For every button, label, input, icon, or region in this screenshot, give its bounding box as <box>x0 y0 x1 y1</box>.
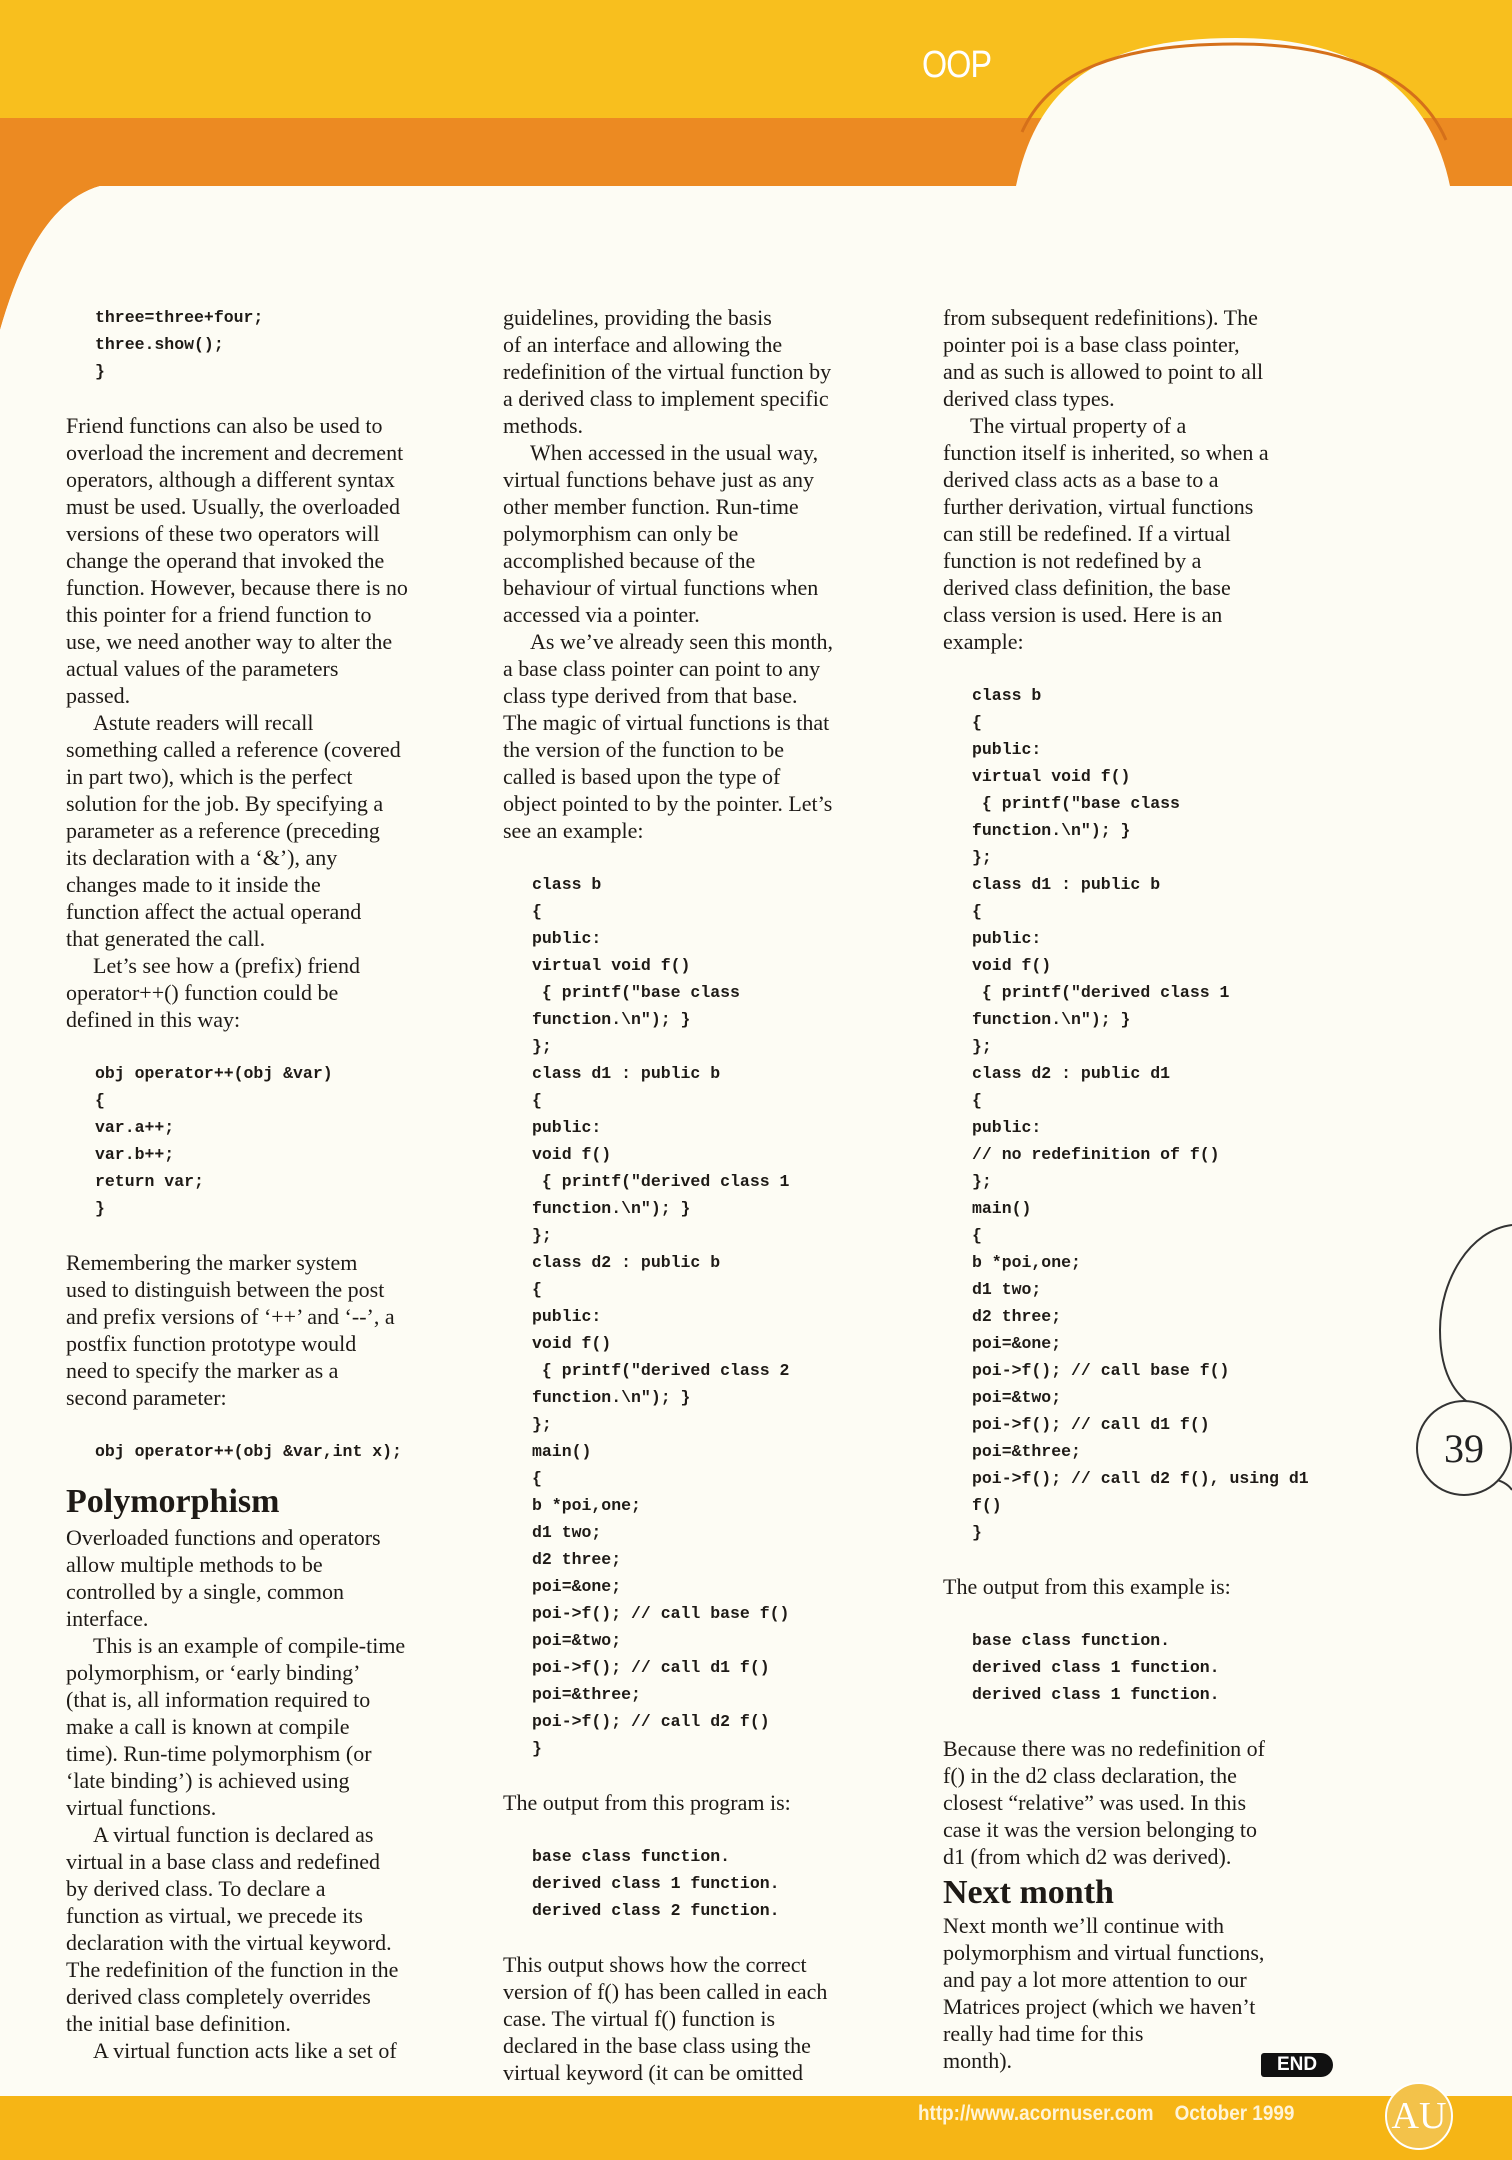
paragraph: The virtual property of a function itself is inherited, so when a derived class acts as a base to a further derivation, virtual functions can still be redefined. If a virtual function is not redefined by a derived class definition, the base class version is used. Here is an example: <box>943 413 1269 654</box>
section-heading: Polymorphism <box>66 1483 280 1520</box>
code-listing: base class function. derived class 1 function. derived class 2 function. <box>532 1847 780 1920</box>
paragraph: Let’s see how a (prefix) friend operator++() function could be defined in this way: <box>66 953 360 1032</box>
paragraph: Overloaded functions and operators allow multiple methods to be controlled by a single, common interface. <box>66 1525 381 1631</box>
code-listing: obj operator++(obj &var) { var.a++; var.b++; return var; } <box>95 1064 333 1218</box>
paragraph: This output shows how the correct version of f() has been called in each case. The virtual f() function is declared in the base class using the virtual keyword (it can be omitted <box>503 1952 828 2085</box>
spacer <box>503 844 923 871</box>
footer-url[interactable]: http://www.acornuser.com <box>918 2102 1154 2125</box>
paragraph: A virtual function is declared as virtual in a base class and redefined by derived class. To declare a function as virtual, we precede its declaration with the virtual keyword. The redefinition of the function in the derived class completely overrides the initial base definition. <box>66 1822 399 2036</box>
paragraph: The output from this example is: <box>943 1574 1231 1599</box>
paragraph: This is an example of compile-time polymorphism, or ‘early binding’ (that is, all information required to make a call is known at compile time). Run-time polymorphism (or ‘late binding’) is achieved using virtual functions. <box>66 1633 406 1820</box>
code-listing: three=three+four; three.show(); } <box>95 308 264 381</box>
paragraph: The output from this program is: <box>503 1790 791 1815</box>
column-1 <box>66 304 486 2064</box>
section-title: OOP <box>922 44 992 86</box>
paragraph: Friend functions can also be used to overload the increment and decrement operators, although a different syntax must be used. Usually, the overloaded versions of these two operators will change the operand that invoked the function. However, because there is no this pointer for a friend function to use, we need another way to alter the actual values of the parameters passed. <box>66 413 408 708</box>
footer-text <box>918 2102 1294 2126</box>
spacer <box>943 655 1363 682</box>
spacer <box>503 1924 923 1951</box>
footer-date: October 1999 <box>1174 2102 1295 2125</box>
spacer <box>503 1816 923 1843</box>
paragraph: Remembering the marker system used to distinguish between the post and prefix versions of ‘++’ and ‘--’, a postfix function prototype would need to specify the marker as a second parameter: <box>66 1250 395 1410</box>
code-listing: obj operator++(obj &var,int x); <box>95 1442 402 1461</box>
spacer <box>503 1762 923 1789</box>
paragraph: guidelines, providing the basis of an interface and allowing the redefinition of the virtual function by a derived class to implement specific methods. <box>503 305 832 438</box>
end-badge: END <box>1261 2053 1333 2077</box>
paragraph: from subsequent redefinitions). The pointer poi is a base class pointer, and as such is allowed to point to all derived class types. <box>943 305 1264 411</box>
spacer <box>943 1708 1363 1735</box>
paragraph: A virtual function acts like a set of <box>93 2038 397 2063</box>
code-listing: class b { public: virtual void f() { printf("base class function.\n"); } }; class d1 : public b { public: void f() { printf("derived class 1 function.\n"); } }; class d2 : public b { public: void f() { printf("derived class 2 function.\n"); } }; main() { b *poi,one; d1 two; d2 three; poi=&one; poi->f(); // call base f() poi=&two; poi->f(); // call d1 f() poi=&three; poi->f(); // call d2 f() } <box>532 875 790 1758</box>
section-heading: Next month <box>943 1874 1114 1911</box>
spacer <box>66 1033 486 1060</box>
spacer <box>66 385 486 412</box>
page-number: 39 <box>1416 1400 1512 1496</box>
paragraph: Astute readers will recall something called a reference (covered in part two), which is the perfect solution for the job. By specifying a parameter as a reference (preceding its declaration with a ‘&’), any changes made to it inside the function affect the actual operand that generated the call. <box>66 710 401 951</box>
acorn-user-logo: AU <box>1385 2082 1453 2150</box>
paragraph: As we’ve already seen this month, a base class pointer can point to any class type derived from that base. The magic of virtual functions is that the version of the function to be called is based upon the type of object pointed to by the pointer. Let’s see an example: <box>503 629 834 843</box>
paragraph: When accessed in the usual way, virtual functions behave just as any other member function. Run-time polymorphism can only be accomplished because of the behaviour of virtual functions when accessed via a pointer. <box>503 440 819 627</box>
spacer <box>943 1546 1363 1573</box>
code-listing: class b { public: virtual void f() { printf("base class function.\n"); } }; class d1 : public b { public: void f() { printf("derived class 1 function.\n"); } }; class d2 : public d1 { public: // no redefinition of f() }; main() { b *poi,one; d1 two; d2 three; poi=&one; poi->f(); // call base f() poi=&two; poi->f(); // call d1 f() poi=&three; poi->f(); // call d2 f(), using d1 f() } <box>972 686 1309 1542</box>
spacer <box>66 1411 486 1438</box>
paragraph: Next month we’ll continue with polymorphism and virtual functions, and pay a lot more attention to our Matrices project (which we haven’t really had time for this month). <box>943 1913 1265 2073</box>
column-2 <box>503 304 923 2086</box>
column-3 <box>943 304 1363 2074</box>
code-listing: base class function. derived class 1 function. derived class 1 function. <box>972 1631 1220 1704</box>
spacer <box>943 1600 1363 1627</box>
paragraph: Because there was no redefinition of f() in the d2 class declaration, the closest “relative” was used. In this case it was the version belonging to d1 (from which d2 was derived). <box>943 1736 1265 1869</box>
spacer <box>66 1222 486 1249</box>
